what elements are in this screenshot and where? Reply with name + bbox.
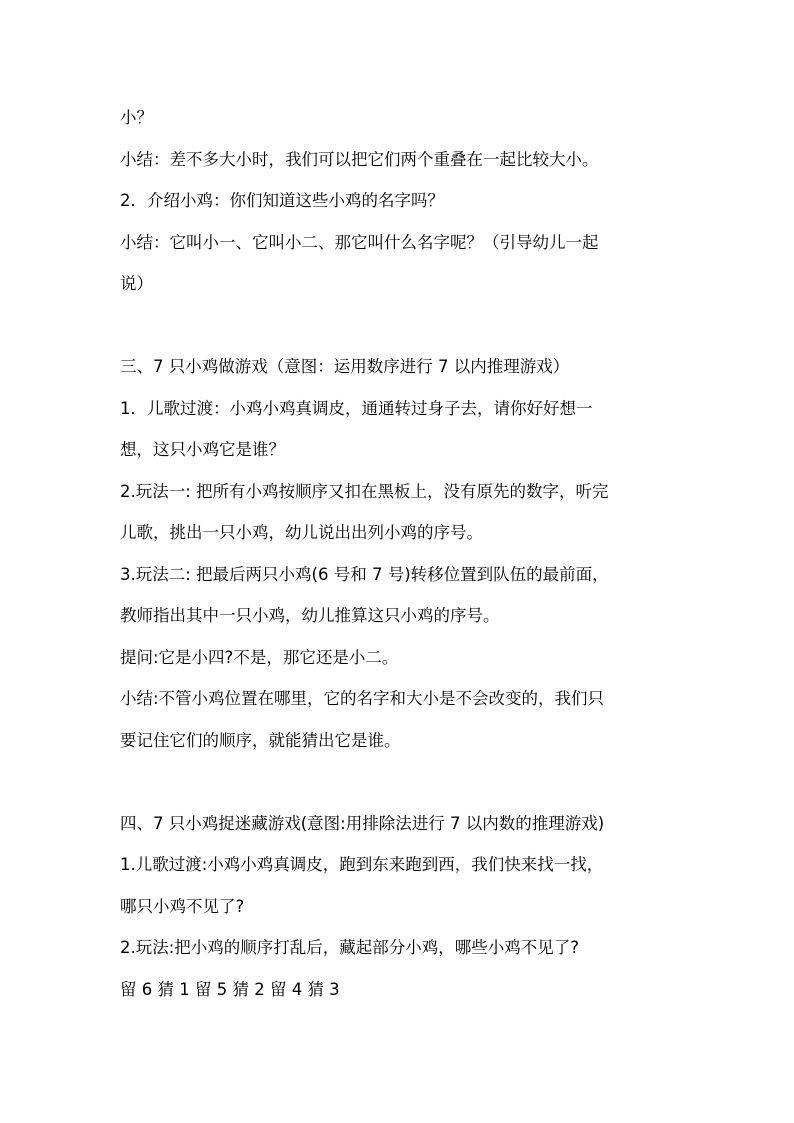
section-heading-4: 四、7 只小鸡捉迷藏游戏(意图:用排除法进行 7 以内数的推理游戏)	[120, 814, 605, 833]
text-line-15: 要记住它们的顺序，就能猜出它是谁。	[120, 731, 401, 750]
text-line-19: 2.玩法:把小鸡的顺序打乱后，藏起部分小鸡，哪些小鸡不见了?	[120, 938, 580, 957]
text-line-14: 小结:不管小鸡位置在哪里，它的名字和大小是不会改变的，我们只	[120, 689, 605, 708]
text-line-8: 想，这只小鸡它是谁？	[120, 440, 285, 459]
text-line-7: 1．儿歌过渡：小鸡小鸡真调皮，通通转过身子去，请你好好想一	[120, 399, 593, 418]
section-heading-3: 三、7 只小鸡做游戏（意图：运用数序进行 7 以内推理游戏）	[120, 357, 570, 376]
text-line-2: 小结：差不多大小时，我们可以把它们两个重叠在一起比较大小。	[120, 150, 599, 169]
text-line-1: 小？	[120, 108, 153, 127]
text-line-13: 提问:它是小四?不是，那它还是小二。	[120, 648, 399, 667]
text-line-20: 留 6 猜 1 留 5 猜 2 留 4 猜 3	[120, 980, 340, 999]
text-line-4: 小结：它叫小一、它叫小二、那它叫什么名字呢？（引导幼儿一起	[120, 233, 599, 252]
text-line-3: 2．介绍小鸡：你们知道这些小鸡的名字吗？	[120, 191, 444, 210]
text-line-5: 说）	[120, 274, 153, 293]
text-line-10: 儿歌，挑出一只小鸡，幼儿说出出列小鸡的序号。	[120, 523, 483, 542]
text-line-9: 2.玩法一: 把所有小鸡按顺序又扣在黑板上，没有原先的数字，听完	[120, 482, 609, 501]
text-line-11: 3.玩法二: 把最后两只小鸡(6 号和 7 号)转移位置到队伍的最前面，	[120, 565, 609, 584]
text-line-17: 1.儿歌过渡:小鸡小鸡真调皮，跑到东来跑到西，我们快来找一找，	[120, 855, 604, 874]
text-line-12: 教师指出其中一只小鸡，幼儿推算这只小鸡的序号。	[120, 606, 500, 625]
text-line-18: 哪只小鸡不见了?	[120, 897, 245, 916]
